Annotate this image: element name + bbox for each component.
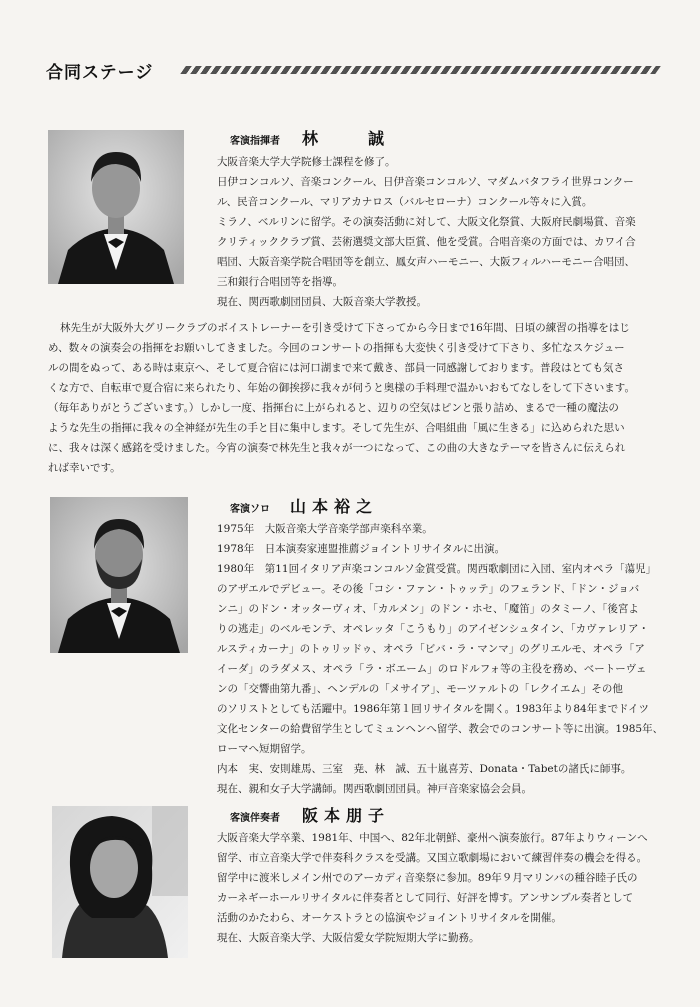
bio-line: 活動のかたわら、オーケストラとの協演やジョイントリサイタルを開催。 [217, 912, 562, 924]
conductor-portrait [48, 130, 184, 284]
tribute-line: くな方で、自転車で夏合宿に来られたり、年始の御挨拶に我々が伺うと奥様の手料理で温かいおもてなしをして下さいます。 [48, 382, 635, 394]
bio-line: 留学、市立音楽大学で伴奏科クラスを受講。又国立歌劇場において練習伴奏の機会を得る。 [217, 852, 648, 864]
bio-line: ル、民音コンクール、マリアカナロス（バルセローナ）コンクール等々に入賞。 [217, 196, 593, 208]
soloist-bio [217, 519, 663, 799]
tribute-line: に、我々は深く感銘を受けました。今宵の演奏で林先生と我々が一つになって、この曲の大きなテーマを皆さんに伝えられ [48, 442, 626, 454]
bio-line: ミラノ、ベルリンに留学。その演奏活動に対して、大阪文化祭賞、大阪府民劇場賞、音楽 [217, 216, 636, 228]
bio-line: りの逃走」のベルモンテ、オペレッタ「こうもり」のアイゼンシュタイン、「カヴァレリア・ [217, 623, 650, 635]
bio-line: 大阪音楽大学大学院修士課程を修了。 [217, 156, 396, 168]
section-title: 合同ステージ [46, 63, 154, 83]
bio-line: ローマへ短期留学。 [217, 743, 312, 755]
conductor-role: 客演指揮者 [230, 136, 280, 147]
tribute-line: （毎年ありがとうございます。）しかし一度、指揮台に上がられると、辺りの空気はピンと張り詰め、まるで一種の魔法の [48, 402, 619, 414]
bio-line: 唱団、大阪音楽学院合唱団等を創立、鳳女声ハーモニー、大阪フィルハーモニー合唱団、 [217, 256, 636, 268]
bio-line: クリティッククラブ賞、芸術選奨文部大臣賞、他を受賞。合唱音楽の方面では、カワイ合 [217, 236, 636, 248]
conductor-bio [217, 152, 636, 312]
bio-line: 1975年 大阪音楽大学音楽学部声楽科卒業。 [217, 523, 433, 535]
bio-line: ルスティカーナ」のトゥリッドゥ、オペラ「ビバ・ラ・マンマ」のグリエルモ、オペラ「ア [217, 643, 645, 655]
accompanist-role: 客演伴奏者 [230, 813, 280, 824]
conductor-name: 林 誠 [302, 129, 391, 148]
tribute-line: め、数々の演奏会の指揮をお願いしてきました。今回のコンサートの指揮も大変快く引き受けて下さり、多忙なスケジュー [48, 342, 625, 354]
bio-line: 日伊コンコルソ、音楽コンクール、日伊音楽コンコルソ、マダムバタフライ世界コンクー [217, 176, 634, 188]
accompanist-portrait [52, 806, 188, 958]
soloist-portrait [50, 497, 188, 653]
bio-line: 内本 実、安則雄馬、三室 尭、林 誠、五十嵐喜芳、Donata・Tabetの諸氏に師事。 [217, 763, 632, 775]
bio-line: のソリストとしても活躍中。1986年第１回リサイタルを開く。1983年より84年までドイツ [217, 703, 649, 715]
bio-line: 現在、大阪音楽大学、大阪信愛女学院短期大学に勤務。 [217, 932, 480, 944]
tribute-line: ルの間をぬって、ある時は東京へ、そして夏合宿には河口湖まで来て戴き、部員一同感謝しております。普段はとても気さ [48, 362, 625, 374]
soloist-name: 山本裕之 [290, 497, 379, 516]
bio-line: 1980年 第11回イタリア声楽コンコルソ金賞受賞。関西歌劇団に入団、室内オペラ「蕩児」 [217, 563, 657, 575]
bio-line: 大阪音楽大学卒業、1981年、中国へ、82年北朝鮮、豪州へ演奏旅行。87年よりウィーンへ [217, 832, 648, 844]
bio-line: 現在、親和女子大学講師。関西歌劇団団員。神戸音楽家協会会員。 [217, 783, 532, 795]
bio-line: 現在、関西歌劇団団員、大阪音楽大学教授。 [217, 296, 427, 308]
soloist-role: 客演ソロ [230, 504, 270, 515]
bio-line: ンの「交響曲第九番」、ヘンデルの「メサイア」、モーツァルトの「レクイエム」その他 [217, 683, 623, 695]
bio-line: 三和銀行合唱団等を指導。 [217, 276, 343, 288]
bio-line: 留学中に渡米しメイン州でのアーカディ音楽祭に参加。89年９月マリンバの種谷睦子氏の [217, 872, 638, 884]
tribute-line: ような先生の指揮に我々の全神経が先生の手と目に集中します。そして先生が、合唱組曲「風に生きる」に込められた思い [48, 422, 625, 434]
decorative-rule [180, 66, 661, 74]
bio-line: 文化センターの給費留学生としてミュンヘンへ留学、教会でのコンサート等に出演。1985年、 [217, 723, 664, 735]
tribute-line: れば幸いです。 [48, 462, 121, 474]
accompanist-bio [217, 828, 648, 948]
bio-line: ンニ」のドン・オッターヴィオ、「カルメン」のドン・ホセ、「魔笛」のタミーノ、「後宮よ [217, 603, 639, 615]
bio-line: 1978年 日本演奏家連盟推薦ジョイントリサイタルに出演。 [217, 543, 506, 555]
tribute-line: 林先生が大阪外大グリークラブのボイストレーナーを引き受けて下さってから今日まで16年間、日頃の練習の指導をはじ [60, 322, 630, 334]
bio-line: イーダ」のラダメス、オペラ「ラ・ボエーム」のロドルフォ等の主役を務め、ベートーヴェ [217, 663, 647, 675]
bio-line: カーネギーホールリサイタルに伴奏者として同行、好評を博す。アンサンブル奏者として [217, 892, 634, 904]
accompanist-name: 阪本朋子 [302, 806, 391, 825]
bio-line: のアザエルでデビュー。その後「コシ・ファン・トゥッテ」のフェランド、「ドン・ジョバ [217, 583, 640, 595]
tribute-paragraph [48, 318, 688, 478]
